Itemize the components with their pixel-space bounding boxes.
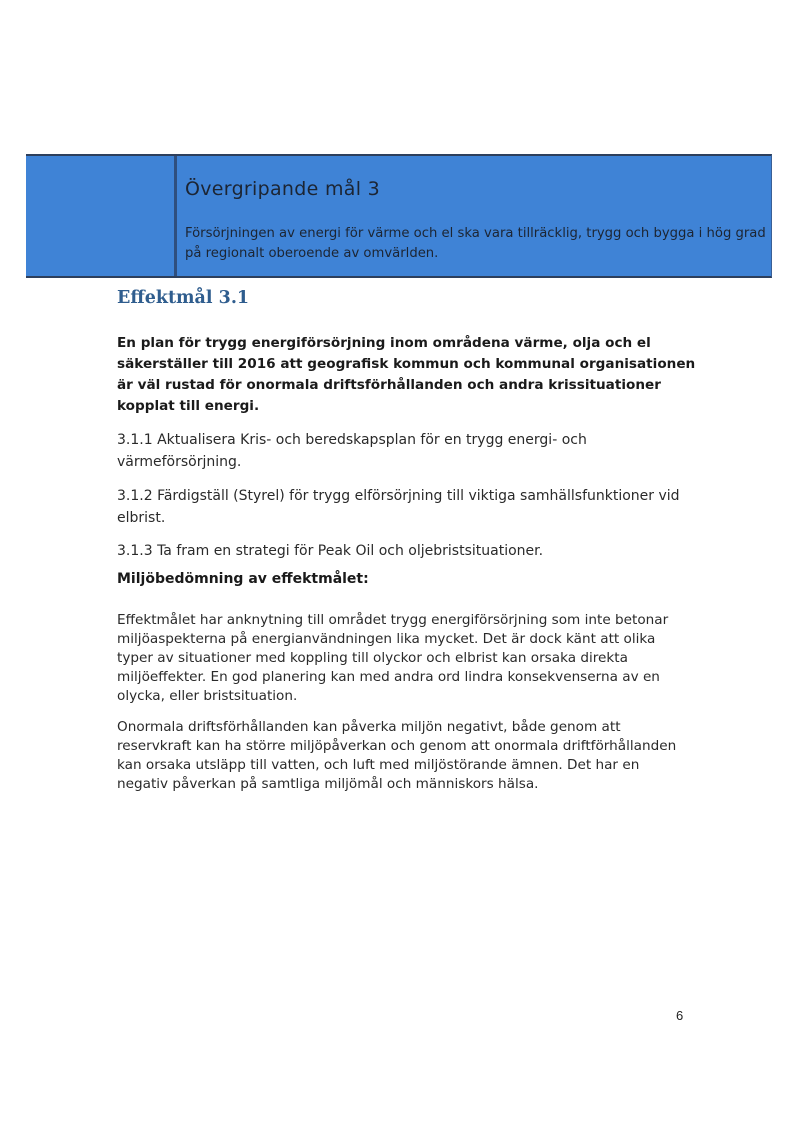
- effect-goal-statement: En plan för trygg energiförsörjning inom områdena värme, olja och el säkerställer till 2016 att geografisk kommun och kommunal organisationen är väl rustad för onormala driftsförhållanden och andra krissituationer kopplat till energi.: [117, 335, 696, 414]
- page-number: 6: [676, 1008, 684, 1023]
- assessment-heading: Miljöbedömning av effektmålet:: [117, 571, 369, 587]
- goal-banner: [26, 154, 772, 278]
- goal-title: Övergripande mål 3: [185, 178, 381, 200]
- section-heading: Effektmål 3.1: [117, 288, 250, 308]
- action-item-3-1-3: 3.1.3 Ta fram en strategi för Peak Oil och oljebristsituationer.: [117, 543, 544, 559]
- assessment-paragraph-1: Effektmålet har anknytning till området trygg energiförsörjning som inte betonar miljöaspekterna på energianvändningen lika mycket. Det är dock känt att olika typer av situationer med koppling till olyckor och elbrist kan orsaka direkta miljöeffekter. En god planering kan med andra ord lindra konsekvenserna av en olycka, eller bristsituation.: [117, 612, 669, 704]
- banner-divider: [174, 156, 177, 276]
- action-item-3-1-1: 3.1.1 Aktualisera Kris- och beredskapsplan för en trygg energi- och värmeförsörjning.: [117, 432, 587, 470]
- goal-description: Försörjningen av energi för värme och el ska vara tillräcklig, trygg och bygga i hög grad på regionalt oberoende av omvärlden.: [185, 226, 766, 261]
- assessment-paragraph-2: Onormala driftsförhållanden kan påverka miljön negativt, både genom att reservkraft kan ha större miljöpåverkan och genom att onormala driftförhållanden kan orsaka utsläpp till vatten, och luft med miljöstörande ämnen. Det har en negativ påverkan på samtliga miljömål och människors hälsa.: [117, 719, 677, 792]
- action-item-3-1-2: 3.1.2 Färdigställ (Styrel) för trygg elförsörjning till viktiga samhällsfunktioner vid elbrist.: [117, 488, 680, 526]
